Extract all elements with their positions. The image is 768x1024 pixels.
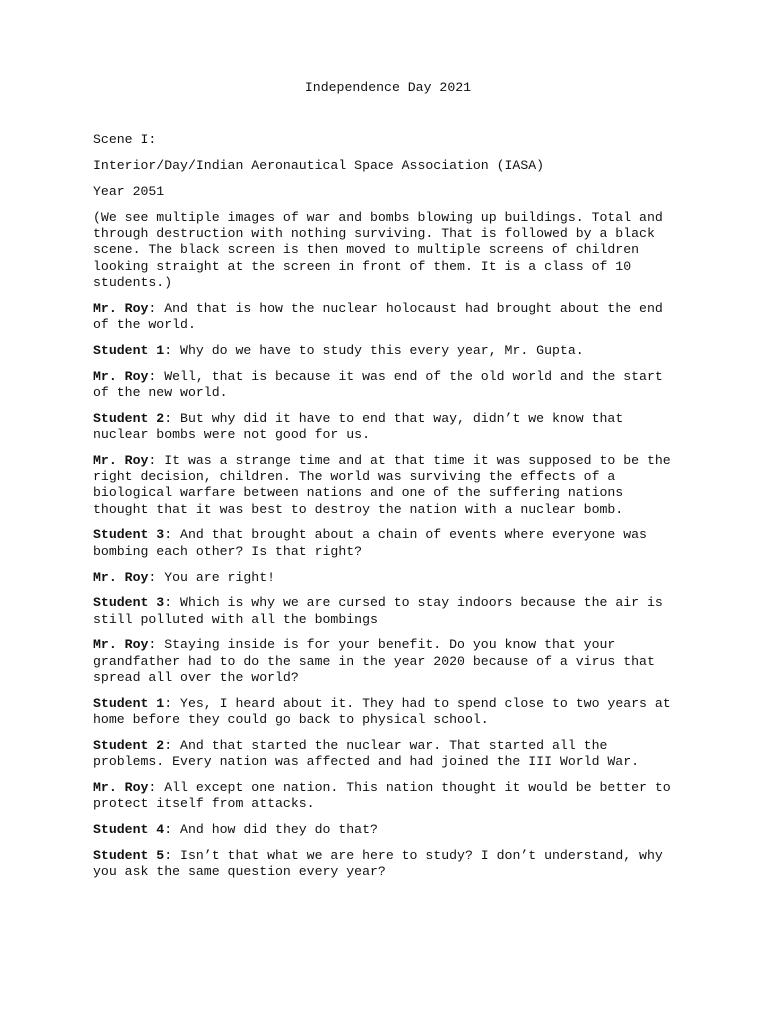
scene-location: Interior/Day/Indian Aeronautical Space Association (IASA) [93, 158, 545, 174]
dialogue-text: : Why do we have to study this every year, Mr. Gupta. [164, 342, 584, 358]
speaker-name: Mr. Roy [93, 368, 149, 384]
dialogue-text: : But why did it have to end that way, didn’t we know that nuclear bombs were not good for us. [93, 410, 624, 442]
dialogue-line [93, 822, 683, 838]
action-description: (We see multiple images of war and bombs blowing up buildings. Total and through destruction with nothing surviving. That is followed by a black scene. The black screen is then moved to multiple screens of children looking straight at the screen in front of them. It is a class of 10 students.) [93, 209, 663, 290]
dialogue-line [93, 453, 683, 518]
dialogue-line [93, 343, 683, 359]
dialogue-text: : And that started the nuclear war. That started all the problems. Every nation was affected and had joined the III World War. [93, 737, 640, 770]
speaker-name: Mr. Roy [93, 452, 149, 468]
dialogue-text: : Staying inside is for your benefit. Do you know that your grandfather had to do the same in the year 2020 because of a virus that spread all over the world? [93, 637, 655, 686]
dialogue-line [93, 696, 683, 729]
speaker-name: Student 1 [93, 695, 165, 711]
speaker-name: Student 5 [93, 847, 165, 863]
scene-year: Year 2051 [93, 183, 165, 199]
speaker-name: Mr. Roy [93, 569, 149, 585]
dialogue-text: : You are right! [148, 569, 276, 585]
speaker-name: Mr. Roy [93, 780, 149, 795]
dialogue-line [93, 637, 683, 686]
dialogue-text: : And that brought about a chain of events where everyone was bombing each other? Is that right? [93, 527, 647, 559]
speaker-name: Student 2 [93, 737, 165, 753]
dialogue-line [93, 570, 683, 586]
dialogue-text: : Isn’t that what we are here to study? I don’t understand, why you ask the same question every year? [93, 847, 663, 880]
speaker-name: Student 2 [93, 410, 165, 426]
dialogue-text: : Well, that is because it was end of the old world and the start of the new world. [93, 368, 663, 400]
dialogue-line [93, 738, 683, 771]
dialogue-text: : And that is how the nuclear holocaust had brought about the end of the world. [93, 300, 663, 332]
speaker-name: Student 3 [93, 527, 165, 543]
speaker-name: Student 3 [93, 595, 165, 611]
document-title: Independence Day 2021 [304, 80, 472, 95]
scene-heading: Scene I: [93, 132, 157, 148]
dialogue-line [93, 848, 683, 881]
speaker-name: Mr. Roy [93, 300, 149, 316]
dialogue-line [93, 301, 683, 334]
speaker-name: Mr. Roy [93, 637, 149, 653]
dialogue-line [93, 595, 683, 628]
speaker-name: Student 1 [93, 342, 165, 358]
dialogue-line [93, 411, 683, 444]
dialogue-text: : All except one nation. This nation thought it would be better to protect itself from attacks. [93, 780, 671, 812]
dialogue-text: : And how did they do that? [164, 822, 378, 838]
dialogue-line [93, 527, 683, 560]
dialogue-text: : It was a strange time and at that time it was supposed to be the right decision, children. The world was surviving the effects of a biological warfare between nations and one of the suffering nations thought that it was best to destroy the nation with a nuclear bomb. [93, 452, 671, 517]
speaker-name: Student 4 [93, 822, 165, 838]
dialogue-text: : Yes, I heard about it. They had to spend close to two years at home before they could go back to physical school. [93, 695, 671, 728]
dialogue-line [93, 369, 683, 402]
script-page [93, 80, 683, 890]
dialogue-text: : Which is why we are cursed to stay indoors because the air is still polluted with all the bombings [93, 595, 663, 627]
dialogue-line [93, 780, 683, 813]
